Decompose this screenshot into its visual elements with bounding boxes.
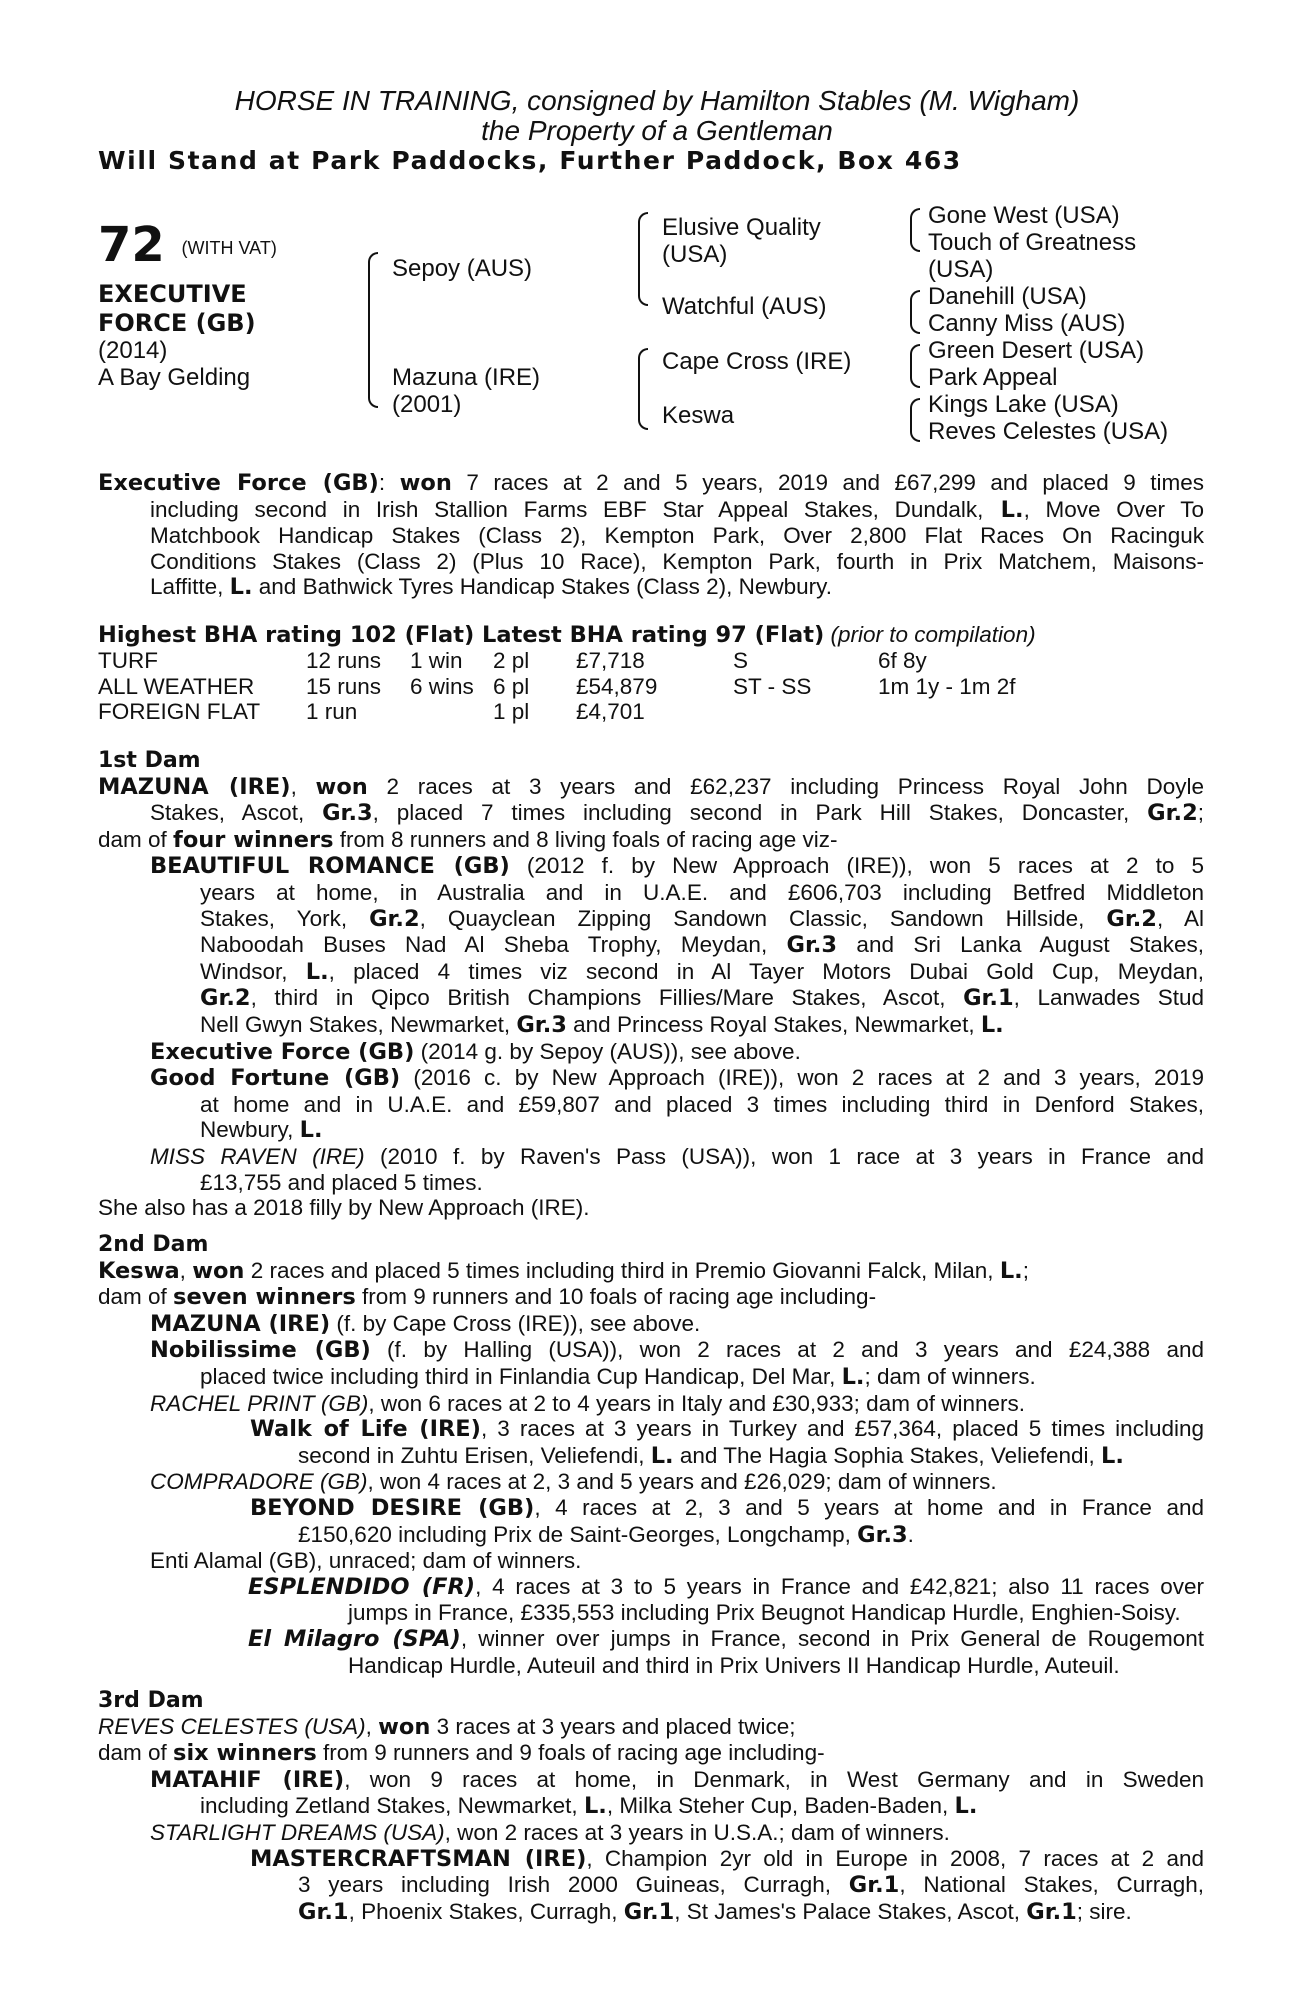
section-heading: 3rd Dam <box>98 1688 204 1713</box>
gg-name-2: Touch of Greatness <box>928 229 1137 256</box>
catalogue-page: HORSE IN TRAINING, consigned by Hamilton Stables (M. Wigham) the Property of a Gentleman Will Stand at Park Paddocks, Further Paddock, Box 463 72 (WITH VAT) EXECUTIVE FORCE (GB) (2014) A Bay Gelding Sepoy (AUS) Mazuna (IRE) (2001) Elusive Quality (USA) Watchful (AUS) Cape Cross (IRE) Keswa Gone West (USA) Touch of Greatness (USA) Danehill (USA) Canny Miss (AUS) Green Desert (USA) Park Appeal Kings Lake (USA) Reves Celestes (USA) Executive Force (GB): won 7 races at 2 and 5 years, 2019 and £67,299 and placed 9 times including second in Irish Stallion Farms EBF Star Appeal Stakes, Dundalk, L., Move Over To Matchbook Handicap Stakes (Class 2), Kempton Park, Over 2,800 Flat Races On Racinguk Conditions Stakes (Class 2) (Plus 10 Race), Kempton Park, fourth in Prix Matchem, Maisons- Laffitte, L. and Bathwick Tyres Handicap Stakes (Class 2), Newbury. Highest BHA rating 102 (Flat) Latest BHA rating 97 (Flat) (prior to compilation) TURF 12 runs 1 win 2 pl £7,718 S 6f 8y ALL WEATHER 15 runs 6 wins 6 pl £54,879 ST - SS 1m 1y - 1m 2f FOREIGN FLAT 1 run 1 pl £4,701 1st Dam MAZUNA (IRE), won 2 races at 3 years and £62,237 including Princess Royal John Doyle Stakes, Ascot, Gr.3, placed 7 times including second in Park Hill Stakes, Doncaster, Gr.2; dam of four winners from 8 runners and 8 living foals of racing age viz- BEAUTIFUL ROMANCE (GB) (2012 f. by New Approach (IRE)), won 5 races at 2 to 5 years at home, in Australia and in U.A.E. and £606,703 including Betfred Middleton Stakes, York, Gr.2, Quayclean Zipping Sandown Classic, Sandown Hillside, Gr.2, Al Naboodah Buses Nad Al Sheba Trophy, Meydan, Gr.3 and Sri Lanka August Stakes, Windsor, L., placed 4 times viz second in Al Tayer Motors Dubai Gold Cup, Meydan, Gr.2, third in Qipco British Champions Fillies/Mare Stakes, Ascot, Gr.1, Lanwades Stud Nell Gwyn Stakes, Newmarket, Gr.3 and Princess Royal Stakes, Newmarket, L. Executive Force (GB) (2014 g. by Sepoy (AUS)), see above. Good Fortune (GB) (2016 c. by New Approach (IRE)), won 2 races at 2 and 3 years, 2019 at home and in U.A.E. and £59,807 and placed 3 times including third in Denford Stakes, Newbury, L. MISS RAVEN (IRE) (2010 f. by Raven's Pass (USA)), won 1 race at 3 years in France and £13,755 and placed 5 times. She also has a 2018 filly by New Approach (IRE). 2nd Dam Keswa, won 2 races and placed 5 times including third in Premio Giovanni Falck, Milan, L.; dam of seven winners from 9 runners and 10 foals of racing age including- MAZUNA (IRE) (f. by Cape Cross (IRE)), see above. Nobilissime (GB) (f. by Halling (USA)), won 2 races at 2 and 3 years and £24,388 and placed twice including third in Finlandia Cup Handicap, Del Mar, L.; dam of winners. RACHEL PRINT (GB), won 6 races at 2 to 4 years in Italy and £30,933; dam of winners. Walk of Life (IRE), 3 races at 3 years in Turkey and £57,364, placed 5 times including second in Zuhtu Erisen, Veliefendi, L. and The Hagia Sophia Stakes, Veliefendi, L. COMPRADORE (GB), won 4 races at 2, 3 and 5 years and £26,029; dam of winners. BEYOND DESIRE (GB), 4 races at 2, 3 and 5 years at home and in France and £150,620 including Prix de Saint-Georges, Longchamp, Gr.3. Enti Alamal (GB), unraced; dam of winners. ESPLENDIDO (FR), 4 races at 3 to 5 years in France and £42,821; also 11 races over jumps in France, £335,553 including Prix Beugnot Handicap Hurdle, Enghien-Soisy. El Milagro (SPA), winner over jumps in France, second in Prix General de Rougemont Handicap Hurdle, Auteuil and third in Prix Univers II Handicap Hurdle, Auteuil. 3rd Dam REVES CELESTES (USA), won 3 races at 3 years and placed twice; dam of six winners from 9 runners and 9 foals of racing age including- MATAHIF (IRE), won 9 races at home, in Denmark, in West Germany and in Sweden including Zetland Stakes, Newmarket, L., Milka Steher Cup, Baden-Baden, L. STARLIGHT DREAMS (USA), won 2 races at 3 years in U.S.A.; dam of winners. MASTERCRAFTSMAN (IRE), Champion 2yr old in Europe in 2008, 7 races at 2 and 3 years including Irish 2000 Guineas, Curragh, Gr.1, National Stakes, Curragh, Gr.1, Phoenix Stakes, Curragh, Gr.1, St James's Palace Stakes, Ascot, Gr.1; sire. <box>0 0 1314 2000</box>
progeny-entry: Nobilissime (GB) (f. by Halling (USA)), won 2 races at 2 and 3 years and £24,388 and <box>150 1337 1204 1364</box>
gg-name-6: Park Appeal <box>928 364 1058 391</box>
gg-brace-4 <box>910 398 920 442</box>
gg-name-4: Canny Miss (AUS) <box>928 310 1126 337</box>
first-dam-section: 1st Dam MAZUNA (IRE), won 2 races at 3 years and £62,237 including Princess Royal John Doyle Stakes, Ascot, Gr.3, placed 7 times including second in Park Hill Stakes, Doncaster, Gr.2; dam of four winners from 8 runners and 8 living foals of racing age viz- BEAUTIFUL ROMANCE (GB) (2012 f. by New Approach (IRE)), won 5 races at 2 to 5 years at home, in Australia and in U.A.E. and £606,703 including Betfred Middleton Stakes, York, Gr.2, Quayclean Zipping Sandown Classic, Sandown Hillside, Gr.2, Al Naboodah Buses Nad Al Sheba Trophy, Meydan, Gr.3 and Sri Lanka August Stakes, Windsor, L., placed 4 times viz second in Al Tayer Motors Dubai Gold Cup, Meydan, Gr.2, third in Qipco British Champions Fillies/Mare Stakes, Ascot, Gr.1, Lanwades Stud Nell Gwyn Stakes, Newmarket, Gr.3 and Princess Royal Stakes, Newmarket, L. Executive Force (GB) (2014 g. by Sepoy (AUS)), see above. Good Fortune (GB) (2016 c. by New Approach (IRE)), won 2 races at 2 and 3 years, 2019 at home and in U.A.E. and £59,807 and placed 3 times including third in Denford Stakes, Newbury, L. MISS RAVEN (IRE) (2010 f. by Raven's Pass (USA)), won 1 race at 3 years in France and £13,755 and placed 5 times. She also has a 2018 filly by New Approach (IRE). <box>98 748 1205 1221</box>
race-summary: Executive Force (GB): won 7 races at 2 and 5 years, 2019 and £67,299 and placed 9 times including second in Irish Stallion Farms EBF Star Appeal Stakes, Dundalk, L., Move Over To Matchbook Handicap Stakes (Class 2), Kempton Park, Over 2,800 Flat Races On Racinguk Conditions Stakes (Class 2) (Plus 10 Race), Kempton Park, fourth in Prix Matchem, Maisons- Laffitte, L. and Bathwick Tyres Handicap Stakes (Class 2), Newbury. <box>98 470 1205 601</box>
parents-brace <box>368 252 378 408</box>
gg-brace-3 <box>910 344 920 388</box>
progeny-entry: RACHEL PRINT (GB), won 6 races at 2 to 4 years in Italy and £30,933; dam of winners. <box>150 1390 1025 1416</box>
gg-brace-1 <box>910 208 920 252</box>
sire-name: Sepoy (AUS) <box>392 255 533 282</box>
lot-number: 72 (WITH VAT) <box>98 217 277 273</box>
progeny-entry: MISS RAVEN (IRE) (2010 f. by Raven's Pass (USA)), won 1 race at 3 years in France and <box>150 1143 1204 1169</box>
filly-note: She also has a 2018 filly by New Approach (IRE). <box>98 1195 590 1221</box>
section-heading: 2nd Dam <box>98 1232 209 1257</box>
foaling-year: (2014) <box>98 337 168 364</box>
progeny-entry: Good Fortune (GB) (2016 c. by New Approach (IRE)), won 2 races at 2 and 3 years, 2019 <box>150 1065 1204 1092</box>
dam-side-brace <box>638 348 648 430</box>
gg-name-5: Green Desert (USA) <box>928 337 1145 364</box>
progeny-entry: MAZUNA (IRE) (f. by Cape Cross (IRE)), see above. <box>150 1310 701 1337</box>
progeny-entry: El Milagro (SPA), winner over jumps in France, second in Prix General de Rougemont <box>248 1625 1204 1652</box>
section-heading: 1st Dam <box>98 748 201 773</box>
sire-side-brace <box>638 212 648 306</box>
progeny-entry: ESPLENDIDO (FR), 4 races at 3 to 5 years in France and £42,821; also 11 races over <box>248 1573 1204 1600</box>
horse-name-line1: EXECUTIVE <box>98 280 247 308</box>
horse-description: A Bay Gelding <box>98 364 251 391</box>
second-dam-section: 2nd Dam Keswa, won 2 races and placed 5 times including third in Premio Giovanni Falck, Milan, L.; dam of seven winners from 9 runners and 10 foals of racing age including- MAZUNA (IRE) (f. by Cape Cross (IRE)), see above. Nobilissime (GB) (f. by Halling (USA)), won 2 races at 2 and 3 years and £24,388 and placed twice including third in Finlandia Cup Handicap, Del Mar, L.; dam of winners. RACHEL PRINT (GB), won 6 races at 2 to 4 years in Italy and £30,933; dam of winners. Walk of Life (IRE), 3 races at 3 years in Turkey and £57,364, placed 5 times including second in Zuhtu Erisen, Veliefendi, L. and The Hagia Sophia Stakes, Veliefendi, L. COMPRADORE (GB), won 4 races at 2, 3 and 5 years and £26,029; dam of winners. BEYOND DESIRE (GB), 4 races at 2, 3 and 5 years at home and in France and £150,620 including Prix de Saint-Georges, Longchamp, Gr.3. Enti Alamal (GB), unraced; dam of winners. ESPLENDIDO (FR), 4 races at 3 to 5 years in France and £42,821; also 11 races over jumps in France, £335,553 including Prix Beugnot Handicap Hurdle, Enghien-Soisy. El Milagro (SPA), winner over jumps in France, second in Prix General de Rougemont Handicap Hurdle, Auteuil and third in Prix Univers II Handicap Hurdle, Auteuil. <box>98 1232 1204 1678</box>
ratings-heading: Highest BHA rating 102 (Flat) Latest BHA rating 97 (Flat) (prior to compilation) <box>98 622 1036 648</box>
gg-brace-2 <box>910 290 920 334</box>
horse-name-line2: FORCE (GB) <box>98 309 256 337</box>
consignor-line: HORSE IN TRAINING, consigned by Hamilton Stables (M. Wigham) <box>234 85 1080 116</box>
gg-name-2b: (USA) <box>928 256 994 283</box>
property-line: the Property of a Gentleman <box>481 115 833 146</box>
dam-name: Mazuna (IRE) <box>392 364 541 391</box>
progeny-entry: MASTERCRAFTSMAN (IRE), Champion 2yr old in Europe in 2008, 7 races at 2 and <box>250 1845 1205 1872</box>
progeny-entry: STARLIGHT DREAMS (USA), won 2 races at 3 years in U.S.A.; dam of winners. <box>150 1819 950 1845</box>
dam-sire: Cape Cross (IRE) <box>662 348 852 375</box>
gg-name-1: Gone West (USA) <box>928 202 1120 229</box>
sire-dam: Watchful (AUS) <box>662 293 827 320</box>
gg-name-7: Kings Lake (USA) <box>928 391 1119 418</box>
progeny-entry: BEYOND DESIRE (GB), 4 races at 2, 3 and 5 years at home and in France and <box>250 1494 1204 1521</box>
progeny-entry: Executive Force (GB) (2014 g. by Sepoy (AUS)), see above. <box>150 1038 801 1065</box>
progeny-entry: COMPRADORE (GB), won 4 races at 2, 3 and 5 years and £26,029; dam of winners. <box>150 1469 997 1495</box>
sire-sire-line1: Elusive Quality <box>662 214 821 241</box>
pedigree-block <box>0 196 1314 452</box>
progeny-entry: Walk of Life (IRE), 3 races at 3 years in Turkey and £57,364, placed 5 times including <box>250 1416 1204 1443</box>
vat-note: (WITH VAT) <box>181 238 277 258</box>
gg-name-8: Reves Celestes (USA) <box>928 418 1169 445</box>
third-dam-section: 3rd Dam REVES CELESTES (USA), won 3 races at 3 years and placed twice; dam of six winners from 9 runners and 9 foals of racing age including- MATAHIF (IRE), won 9 races at home, in Denmark, in West Germany and in Sweden including Zetland Stakes, Newmarket, L., Milka Steher Cup, Baden-Baden, L. STARLIGHT DREAMS (USA), won 2 races at 3 years in U.S.A.; dam of winners. MASTERCRAFTSMAN (IRE), Champion 2yr old in Europe in 2008, 7 races at 2 and 3 years including Irish 2000 Guineas, Curragh, Gr.1, National Stakes, Curragh, Gr.1, Phoenix Stakes, Curragh, Gr.1, St James's Palace Stakes, Ascot, Gr.1; sire. <box>98 1688 1205 1925</box>
sire-sire-line2: (USA) <box>662 241 728 268</box>
dam-year: (2001) <box>392 391 462 418</box>
progeny-entry: MATAHIF (IRE), won 9 races at home, in Denmark, in West Germany and in Sweden <box>150 1766 1204 1793</box>
progeny-entry: BEAUTIFUL ROMANCE (GB) (2012 f. by New Approach (IRE)), won 5 races at 2 to 5 <box>150 853 1204 880</box>
stand-location: Will Stand at Park Paddocks, Further Paddock, Box 463 <box>98 146 962 175</box>
dam-dam: Keswa <box>662 402 735 429</box>
progeny-entry: Enti Alamal (GB), unraced; dam of winners. <box>150 1548 582 1574</box>
summary-horse-name: Executive Force (GB) <box>98 470 379 496</box>
gg-name-3: Danehill (USA) <box>928 283 1087 310</box>
